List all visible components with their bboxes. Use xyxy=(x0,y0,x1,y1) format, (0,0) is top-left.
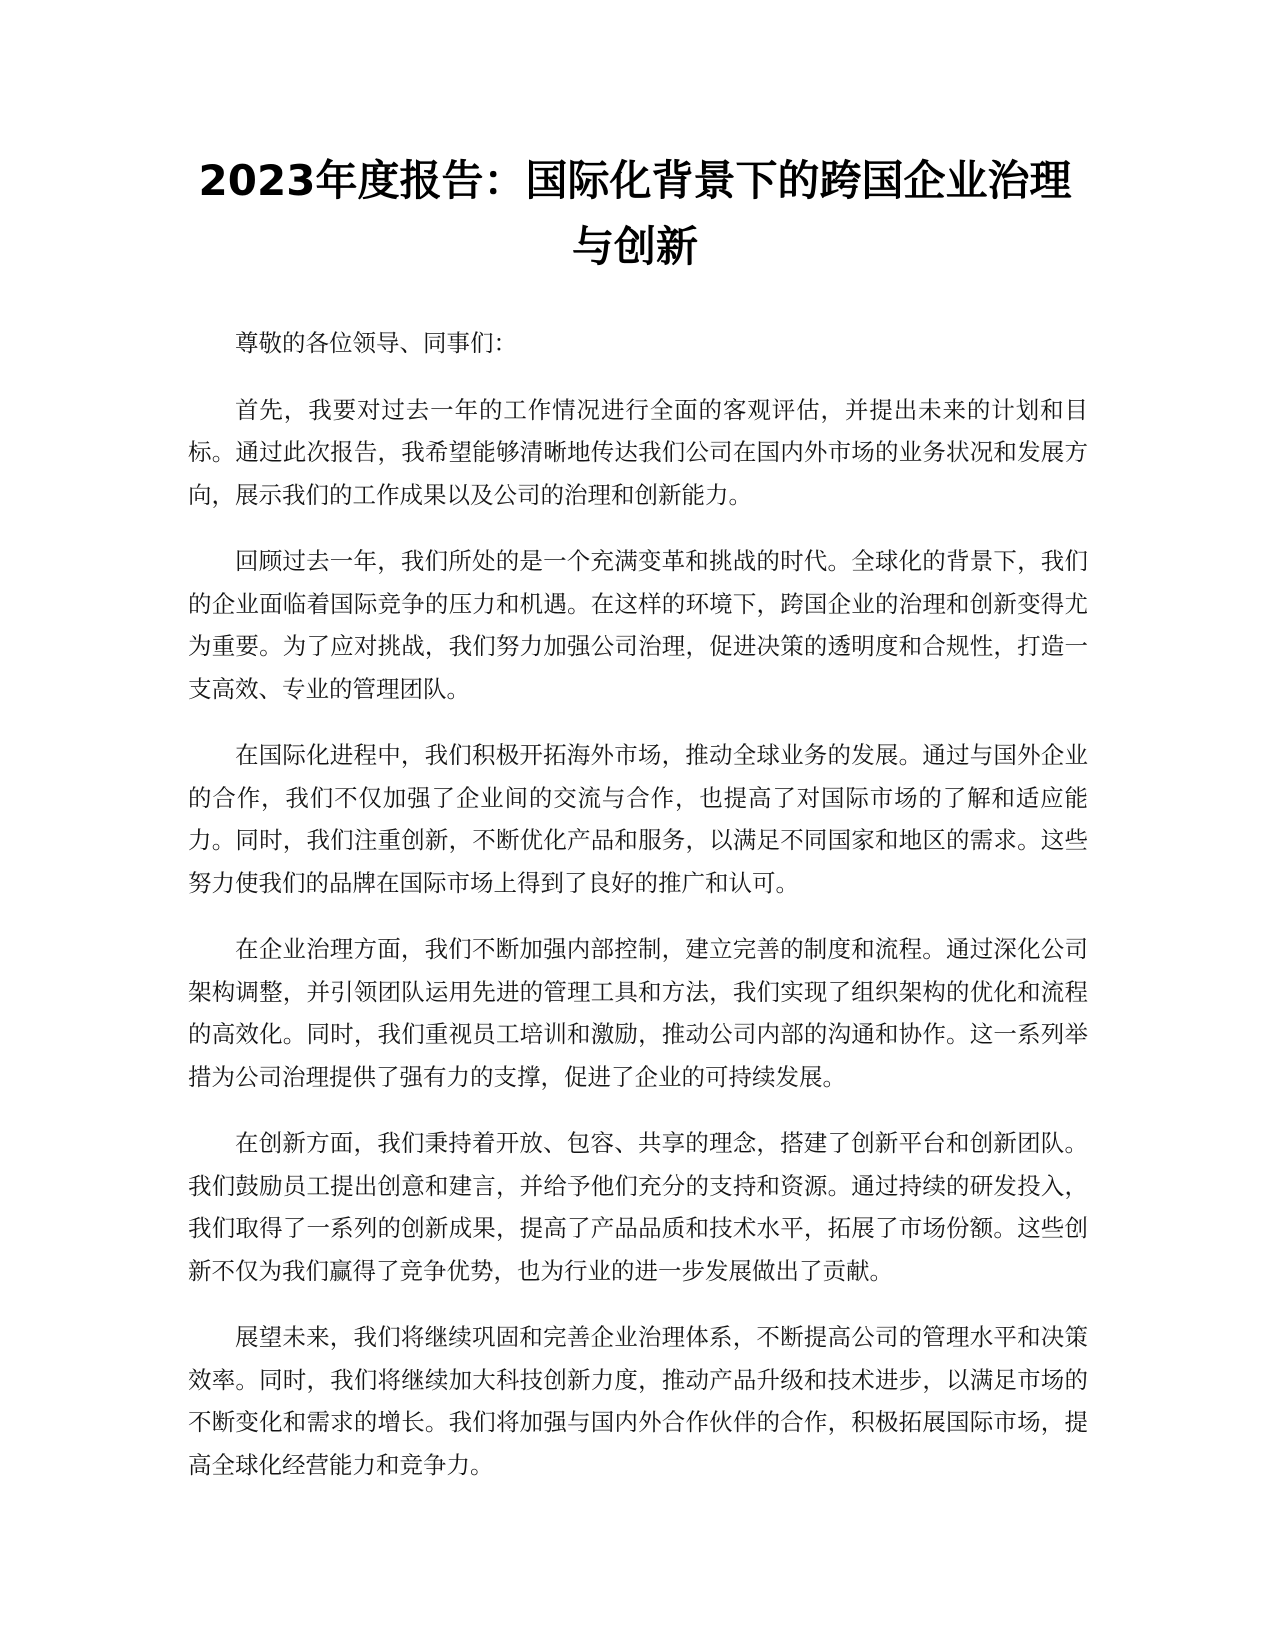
body-paragraph: 在国际化进程中，我们积极开拓海外市场，推动全球业务的发展。通过与国外企业的合作，我们不仅加强了企业间的交流与合作，也提高了对国际市场的了解和适应能力。同时，我们注重创新，不断优化产品和服务，以满足不同国家和地区的需求。这些努力使我们的品牌在国际市场上得到了良好的推广和认可。 xyxy=(188,741,1088,897)
body-paragraph: 在企业治理方面，我们不断加强内部控制，建立完善的制度和流程。通过深化公司架构调整，并引领团队运用先进的管理工具和方法，我们实现了组织架构的优化和流程的高效化。同时，我们重视员工培训和激励，推动公司内部的沟通和协作。这一系列举措为公司治理提供了强有力的支撑，促进了企业的可持续发展。 xyxy=(188,935,1088,1091)
document-title: 2023年度报告：国际化背景下的跨国企业治理与创新 xyxy=(198,156,1072,271)
salutation: 尊敬的各位领导、同事们： xyxy=(235,329,517,357)
body-paragraph: 展望未来，我们将继续巩固和完善企业治理体系，不断提高公司的管理水平和决策效率。同时，我们将继续加大科技创新力度，推动产品升级和技术进步，以满足市场的不断变化和需求的增长。我们将加强与国内外合作伙伴的合作，积极拓展国际市场，提高全球化经营能力和竞争力。 xyxy=(188,1323,1088,1479)
body-paragraph: 回顾过去一年，我们所处的是一个充满变革和挑战的时代。全球化的背景下，我们的企业面临着国际竞争的压力和机遇。在这样的环境下，跨国企业的治理和创新变得尤为重要。为了应对挑战，我们努力加强公司治理，促进决策的透明度和合规性，打造一支高效、专业的管理团队。 xyxy=(188,547,1088,703)
document-body xyxy=(188,322,1088,1510)
body-paragraph: 首先，我要对过去一年的工作情况进行全面的客观评估，并提出未来的计划和目标。通过此次报告，我希望能够清晰地传达我们公司在国内外市场的业务状况和发展方向，展示我们的工作成果以及公司的治理和创新能力。 xyxy=(188,395,1088,509)
body-paragraph: 在创新方面，我们秉持着开放、包容、共享的理念，搭建了创新平台和创新团队。我们鼓励员工提出创意和建言，并给予他们充分的支持和资源。通过持续的研发投入，我们取得了一系列的创新成果，提高了产品品质和技术水平，拓展了市场份额。这些创新不仅为我们赢得了竞争优势，也为行业的进一步发展做出了贡献。 xyxy=(188,1129,1088,1285)
